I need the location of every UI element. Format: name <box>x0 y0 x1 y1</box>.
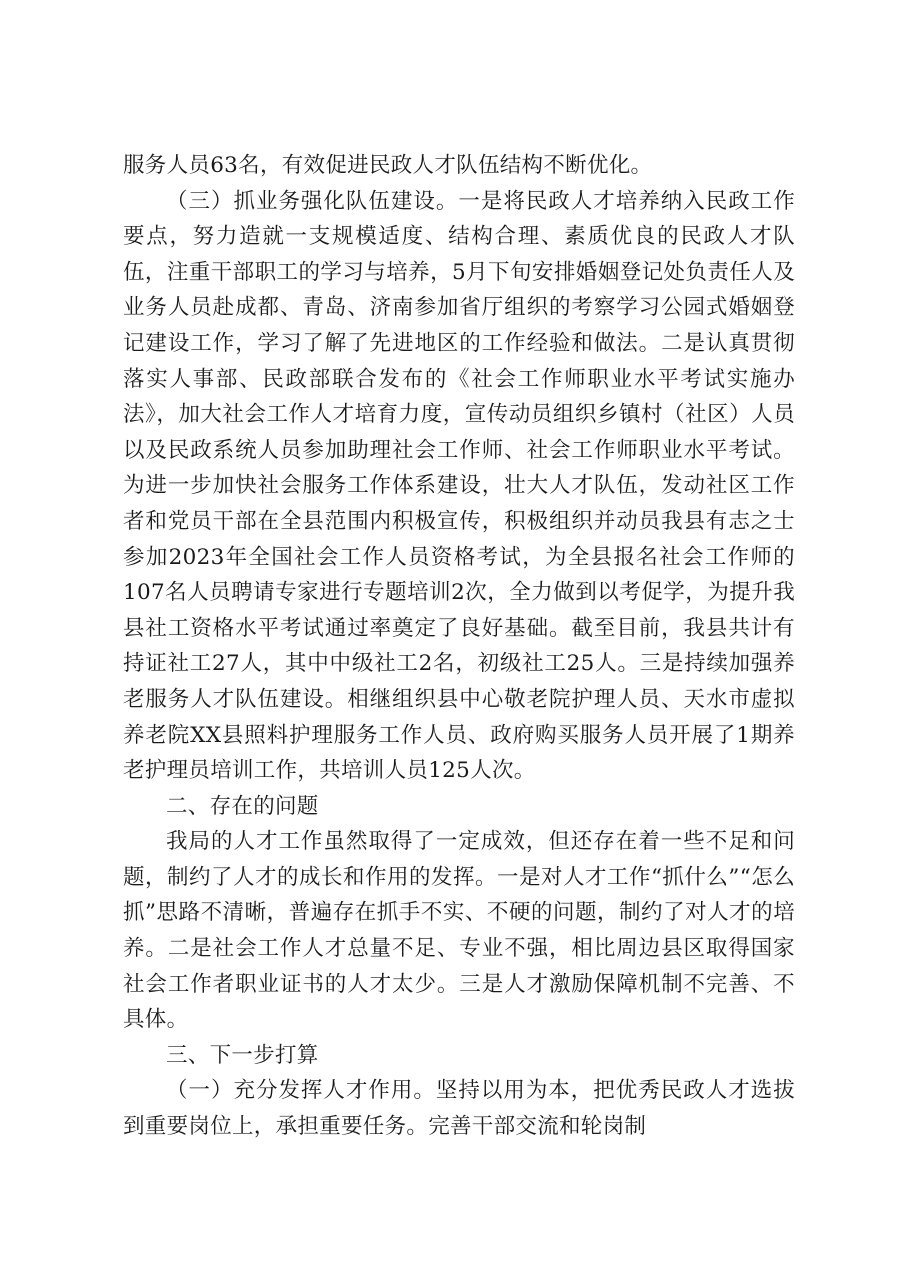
heading-next-steps: 三、下一步打算 <box>166 1042 319 1068</box>
paragraph-continuation: 服务人员63名，有效促进民政人才队伍结构不断优化。 <box>123 153 653 178</box>
document-body <box>123 148 795 1145</box>
paragraph-problems: 我局的人才工作虽然取得了一定成效，但还存在着一些不足和问题，制约了人才的成长和作用的发挥。一是对人才工作“抓什么”“怎么抓”思路不清晰，普遍存在抓手不实、不硬的问题，制约了对人才的培养。二是社会工作人才总量不足、专业不强，相比周边县区取得国家社会工作者职业证书的人才太少。三是人才激励保障机制不完善、不具体。 <box>123 829 795 1033</box>
paragraph-next-steps-one: （一）充分发挥人才作用。坚持以用为本，把优秀民政人才选拔到重要岗位上，承担重要任务。完善干部交流和轮岗制 <box>123 1078 795 1140</box>
heading-existing-problems: 二、存在的问题 <box>166 793 319 819</box>
paragraph-section-three: （三）抓业务强化队伍建设。一是将民政人才培养纳入民政工作要点，努力造就一支规模适度、结构合理、素质优良的民政人才队伍，注重干部职工的学习与培养，5月下旬安排婚姻登记处负责任人及业务人员赴成都、青岛、济南参加省厅组织的考察学习公园式婚姻登记建设工作，学习了解了先进地区的工作经验和做法。二是认真贯彻落实人事部、民政部联合发布的《社会工作师职业水平考试实施办法》，加大社会工作人才培育力度，宣传动员组织乡镇村（社区）人员以及民政系统人员参加助理社会工作师、社会工作师职业水平考试。为进一步加快社会服务工作体系建设，壮大人才队伍，发动社区工作者和党员干部在全县范围内积极宣传，积极组织并动员我县有志之士参加2023年全国社会工作人员资格考试，为全县报名社会工作师的107名人员聘请专家进行专题培训2次，全力做到以考促学，为提升我县社工资格水平考试通过率奠定了良好基础。截至目前，我县共计有持证社工27人，其中中级社工2名，初级社工25人。三是持续加强养老服务人才队伍建设。相继组织县中心敬老院护理人员、天水市虚拟养老院XX县照料护理服务工作人员、政府购买服务人员开展了1期养老护理员培训工作，共培训人员125人次。 <box>123 188 795 784</box>
